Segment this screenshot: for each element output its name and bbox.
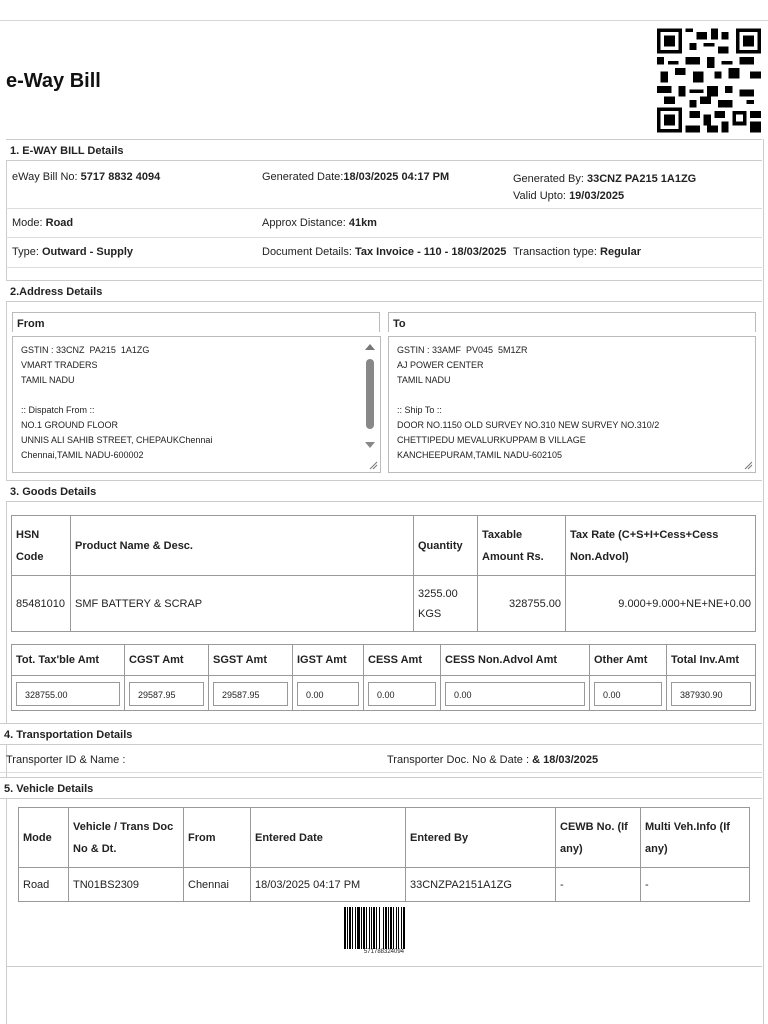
transporter-doc: Transporter Doc. No & Date : & 18/03/2025 (387, 754, 599, 766)
page-title: e-Way Bill (6, 70, 101, 92)
vehicle-multi-info: - (641, 868, 750, 902)
vehicle-from: Chennai (184, 868, 251, 902)
vehicle-header: Entered By (406, 808, 556, 868)
cgst-field[interactable]: 29587.95 (129, 682, 204, 706)
vehicle-table (18, 807, 750, 902)
totals-header: CESS Non.Advol Amt (441, 645, 590, 676)
igst-field[interactable]: 0.00 (297, 682, 359, 706)
supply-type: Type: Outward - Supply (12, 246, 134, 258)
totals-header: SGST Amt (209, 645, 293, 676)
qr-code-icon (657, 28, 761, 133)
to-address-text: GSTIN : 33AMF PV045 5M1ZR AJ POWER CENTER TAMIL NADU :: Ship To :: DOOR NO.1150 OLD SURVEY NO.310 NEW SURVEY NO.310/2 CHETTIPEDU MEVALURKUPPAM B VILLAGE KANCHEEPURAM,TAMIL NADU-602105 (397, 345, 660, 460)
goods-header-quantity: Quantity (414, 516, 478, 576)
total-taxable-field[interactable]: 328755.00 (16, 682, 120, 706)
goods-qty: 3255.00 KGS (414, 576, 478, 632)
table-row (19, 868, 750, 902)
goods-header-product: Product Name & Desc. (71, 516, 414, 576)
section-goods-header: 3. Goods Details (6, 480, 762, 502)
mode: Mode: Road (12, 217, 74, 229)
bottom-divider (6, 966, 762, 967)
table-row (12, 676, 756, 711)
section-transport-header: 4. Transportation Details (0, 723, 762, 745)
goods-hsn: 85481010 (12, 576, 71, 632)
section-ewb-header: 1. E-WAY BILL Details (6, 139, 762, 161)
vehicle-entered-date: 18/03/2025 04:17 PM (251, 868, 406, 902)
from-label: From (12, 312, 380, 332)
transport-row (0, 745, 762, 773)
to-label: To (388, 312, 756, 332)
totals-header: Total Inv.Amt (667, 645, 756, 676)
goods-rate: 9.000+9.000+NE+NE+0.00 (566, 576, 756, 632)
goods-header-hsn: HSN Code (12, 516, 71, 576)
to-address-textarea[interactable] (388, 336, 756, 473)
top-divider (0, 20, 768, 21)
vehicle-header: Multi Veh.Info (If any) (641, 808, 750, 868)
from-address-text: GSTIN : 33CNZ PA215 1A1ZG VMART TRADERS TAMIL NADU :: Dispatch From :: NO.1 GROUND FLOOR UNNIS ALI SAHIB STREET, CHEPAUKChennai Chennai,TAMIL NADU-600002 (21, 345, 213, 460)
transaction-type: Transaction type: Regular (513, 246, 641, 258)
ewb-row-3 (6, 238, 762, 268)
vehicle-number: TN01BS2309 (69, 868, 184, 902)
totals-header: CGST Amt (125, 645, 209, 676)
generated-by: Generated By: 33CNZ PA215 1A1ZG Valid Upto: 19/03/2025 (513, 173, 697, 202)
barcode-number: 571788324094 (363, 949, 405, 955)
goods-header-taxable: Taxable Amount Rs. (478, 516, 566, 576)
other-amt-field[interactable]: 0.00 (594, 682, 662, 706)
section-address-header: 2.Address Details (6, 280, 762, 302)
vehicle-entered-by: 33CNZPA2151A1ZG (406, 868, 556, 902)
table-row (12, 576, 756, 632)
ewb-row-1 (6, 161, 762, 209)
from-address-textarea[interactable] (12, 336, 381, 473)
vehicle-mode: Road (19, 868, 69, 902)
section-vehicle-header: 5. Vehicle Details (0, 777, 762, 799)
generated-date: Generated Date:18/03/2025 04:17 PM (262, 171, 450, 183)
totals-header: Tot. Tax'ble Amt (12, 645, 125, 676)
scrollbar[interactable] (364, 341, 376, 461)
goods-header-rate: Tax Rate (C+S+I+Cess+Cess Non.Advol) (566, 516, 756, 576)
vehicle-header: CEWB No. (If any) (556, 808, 641, 868)
totals-header: IGST Amt (293, 645, 364, 676)
transporter-id: Transporter ID & Name : (6, 754, 126, 766)
totals-header: CESS Amt (364, 645, 441, 676)
vehicle-header: From (184, 808, 251, 868)
resize-handle-icon[interactable] (743, 460, 753, 470)
goods-product: SMF BATTERY & SCRAP (71, 576, 414, 632)
totals-header: Other Amt (590, 645, 667, 676)
ewb-number: eWay Bill No: 5717 8832 4094 (12, 171, 161, 183)
resize-handle-icon[interactable] (368, 460, 378, 470)
goods-table (11, 515, 756, 632)
goods-taxable: 328755.00 (478, 576, 566, 632)
cess-field[interactable]: 0.00 (368, 682, 436, 706)
approx-distance: Approx Distance: 41km (262, 217, 377, 229)
vehicle-header: Mode (19, 808, 69, 868)
totals-table (11, 644, 756, 711)
ewb-row-2 (6, 209, 762, 238)
total-invoice-field[interactable]: 387930.90 (671, 682, 751, 706)
vehicle-header: Entered Date (251, 808, 406, 868)
vehicle-cewb: - (556, 868, 641, 902)
cess-non-advol-field[interactable]: 0.00 (445, 682, 585, 706)
vehicle-header: Vehicle / Trans Doc No & Dt. (69, 808, 184, 868)
document-details: Document Details: Tax Invoice - 110 - 18/03/2025 (262, 246, 507, 258)
sgst-field[interactable]: 29587.95 (213, 682, 288, 706)
barcode-icon (344, 907, 424, 949)
